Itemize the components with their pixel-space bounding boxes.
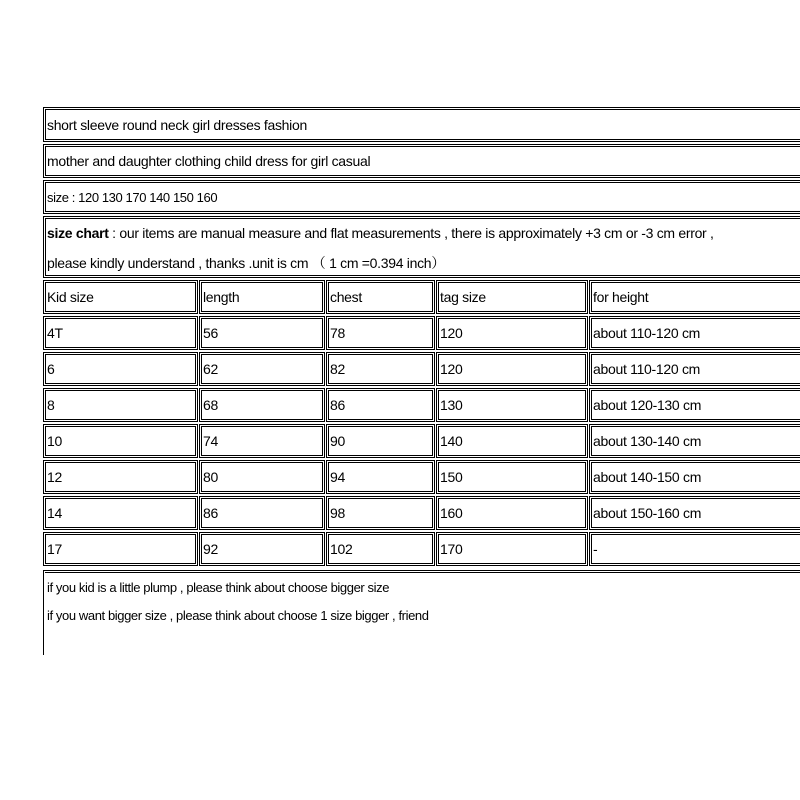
table-cell — [589, 424, 800, 458]
table-cell — [199, 532, 325, 566]
table-row — [43, 532, 800, 566]
cell-text: 90 — [330, 433, 345, 449]
cell-text: 170 — [440, 541, 463, 557]
table-row — [43, 496, 800, 530]
cell-text: 160 — [440, 505, 463, 521]
cell-text: about 110-120 cm — [593, 361, 701, 377]
size-chart-sheet — [43, 107, 800, 655]
size-chart-line-2: please kindly understand , thanks .unit is cm （ 1 cm =0.394 inch） — [47, 255, 445, 271]
table-header-cell — [436, 280, 588, 314]
product-title: short sleeve round neck girl dresses fashion — [47, 117, 307, 133]
size-chart-note-row — [43, 216, 800, 278]
cell-text: 82 — [330, 361, 345, 377]
table-header-cell — [199, 280, 325, 314]
cell-text: 94 — [330, 469, 345, 485]
table-cell — [326, 316, 435, 350]
table-row — [43, 460, 800, 494]
size-chart-line-1 — [47, 225, 714, 241]
table-cell — [199, 316, 325, 350]
sizes-row — [43, 180, 800, 214]
cell-text: about 150-160 cm — [593, 505, 702, 521]
table-cell — [326, 352, 435, 386]
header-text: for height — [593, 289, 649, 305]
table-row — [43, 316, 800, 350]
cell-text: 92 — [203, 541, 218, 557]
table-cell — [43, 532, 198, 566]
table-cell — [326, 424, 435, 458]
table-cell — [199, 352, 325, 386]
table-cell — [199, 388, 325, 422]
header-text: chest — [330, 289, 362, 305]
table-cell — [589, 460, 800, 494]
subtitle-row — [43, 144, 800, 178]
table-cell — [326, 388, 435, 422]
cell-text: 17 — [47, 541, 62, 557]
table-cell — [199, 460, 325, 494]
cell-text: 130 — [440, 397, 463, 413]
cell-text: 140 — [440, 433, 463, 449]
cell-text: about 130-140 cm — [593, 433, 702, 449]
cell-text: 98 — [330, 505, 345, 521]
cell-text: 80 — [203, 469, 218, 485]
cell-text: 12 — [47, 469, 62, 485]
product-subtitle: mother and daughter clothing child dress for girl casual — [47, 153, 371, 169]
table-cell — [43, 352, 198, 386]
table-cell — [326, 460, 435, 494]
size-chart-label: size chart — [47, 225, 109, 241]
table-header-cell — [589, 280, 800, 314]
table-cell — [436, 460, 588, 494]
cell-text: 150 — [440, 469, 463, 485]
table-cell — [589, 388, 800, 422]
cell-text: 74 — [203, 433, 218, 449]
table-header-row — [43, 280, 800, 314]
available-sizes: size : 120 130 170 140 150 160 — [47, 190, 218, 205]
cell-text: 78 — [330, 325, 345, 341]
table-cell — [43, 388, 198, 422]
header-text: Kid size — [47, 289, 94, 305]
table-cell — [436, 496, 588, 530]
table-header-cell — [326, 280, 435, 314]
cell-text: about 110-120 cm — [593, 325, 701, 341]
table-row — [43, 424, 800, 458]
table-cell — [589, 496, 800, 530]
table-cell — [436, 388, 588, 422]
table-cell — [589, 352, 800, 386]
table-cell — [43, 424, 198, 458]
cell-text: 6 — [47, 361, 55, 377]
cell-text: 120 — [440, 361, 463, 377]
table-header-cell — [43, 280, 198, 314]
table-cell — [326, 496, 435, 530]
cell-text: 14 — [47, 505, 62, 521]
note-plump: if you kid is a little plump , please think about choose bigger size — [47, 580, 390, 595]
cell-text: 4T — [47, 325, 63, 341]
table-cell — [589, 532, 800, 566]
cell-text: about 120-130 cm — [593, 397, 702, 413]
table-row — [43, 352, 800, 386]
table-cell — [199, 496, 325, 530]
cell-text: 68 — [203, 397, 218, 413]
table-cell — [43, 496, 198, 530]
cell-text: 86 — [330, 397, 345, 413]
table-cell — [326, 532, 435, 566]
cell-text: 10 — [47, 433, 62, 449]
cell-text: 8 — [47, 397, 55, 413]
cell-text: about 140-150 cm — [593, 469, 702, 485]
table-cell — [43, 460, 198, 494]
title-row — [43, 107, 800, 142]
notes-area — [43, 570, 800, 655]
table-cell — [436, 424, 588, 458]
table-row — [43, 388, 800, 422]
table-cell — [589, 316, 800, 350]
header-text: tag size — [440, 289, 486, 305]
table-cell — [436, 532, 588, 566]
table-cell — [199, 424, 325, 458]
cell-text: 102 — [330, 541, 353, 557]
table-cell — [43, 316, 198, 350]
cell-text: 86 — [203, 505, 218, 521]
cell-text: 56 — [203, 325, 218, 341]
note-bigger-size: if you want bigger size , please think about choose 1 size bigger , friend — [47, 608, 429, 623]
cell-text: 120 — [440, 325, 463, 341]
size-chart-text: : our items are manual measure and flat measurements , there is approximately +3 cm or -3 cm error , — [108, 225, 714, 241]
cell-text: - — [593, 541, 598, 557]
table-cell — [436, 352, 588, 386]
header-text: length — [203, 289, 240, 305]
table-cell — [436, 316, 588, 350]
cell-text: 62 — [203, 361, 218, 377]
